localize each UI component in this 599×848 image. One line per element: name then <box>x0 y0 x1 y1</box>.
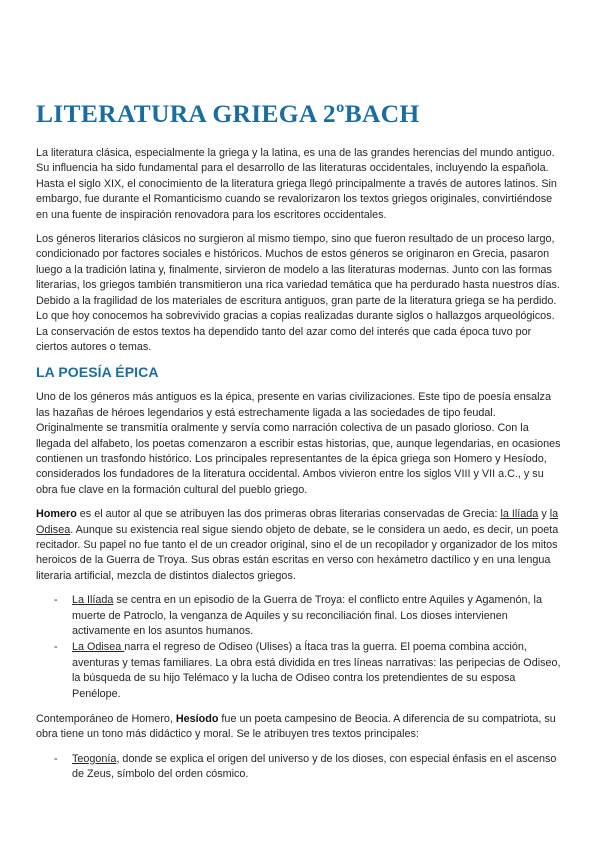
homer-text-c: . Aunque su existencia real sigue siendo objeto de debate, se le considera un aedo, es decir, un poeta recitador. Su papel no fue tanto el de un creador original, sino el de un recopilador y organizador de los mitos heroicos de la Guerra de Troya. Sus obras están escritas en verso con hexámetro dactílico y en una lengua literaria artificial, mezcla de distintos dialectos griegos. <box>36 523 559 582</box>
homer-text-b: y <box>538 508 550 521</box>
homer-paragraph <box>36 507 563 584</box>
work-odyssey-link: la Odisea <box>36 508 559 536</box>
list-item-work: La Odisea <box>72 641 125 654</box>
document-title: LITERATURA GRIEGA 2ºBACH <box>36 99 420 128</box>
list-item <box>72 640 563 702</box>
list-item <box>72 752 563 783</box>
list-item-work: Teogonía <box>72 752 117 765</box>
hesiod-text-b: fue un poeta campesino de Beocia. A diferencia de su compatriota, su obra tiene un tono más didáctico y moral. Se le atribuyen tres textos principales: <box>36 713 556 741</box>
hesiod-text-a: Contemporáneo de Homero, <box>36 713 176 726</box>
hesiod-name: Hesíodo <box>175 713 219 726</box>
homer-name: Homero <box>36 508 77 521</box>
list-item-text: , donde se explica el origen del universo y de los dioses, con especial énfasis en el ascenso de Zeus, símbolo del orden cósmico. <box>72 752 557 781</box>
hesiod-paragraph <box>36 712 563 743</box>
list-item <box>72 593 563 639</box>
intro-paragraph-1: La literatura clásica, especialmente la griega y la latina, es una de las grandes herencias del mundo antiguo. Su influencia ha sido fundamental para el desarrollo de las literaturas occidentales, incluyendo la española. Hasta el siglo XIX, el conocimiento de la literatura griega llegó principalmente a través de autores latinos. Sin embargo, fue durante el Romanticismo cuando se revalorizaron los textos griegos originales, convirtiéndose en una fuente de inspiración renovadora para los escritores occidentales. <box>36 147 557 221</box>
section-heading-epic: LA POESÍA ÉPICA <box>36 364 159 381</box>
homer-text-a: es el autor al que se atribuyen las dos primeras obras literarias conservadas de Grecia: <box>76 508 501 521</box>
list-item-text: se centra en un episodio de la Guerra de Troya: el conflicto entre Aquiles y Agamenón, la muerte de Patroclo, la venganza de Aquiles y su reconciliación final. Los dioses intervienen activamente en los asuntos humanos. <box>72 594 542 638</box>
list-item-work: La Ilíada <box>72 594 114 607</box>
intro-paragraph-2: Los géneros literarios clásicos no surgieron al mismo tiempo, sino que fueron resultado de un proceso largo, condicionado por factores sociales e históricos. Muchos de estos géneros se originaron en Grecia, pasaron luego a la tradición latina y, finalmente, sirvieron de modelo a las literaturas modernas. Junto con las formas literarias, los griegos también transmitieron una rica variedad temática que ha perdurado hasta nuestros días. Debido a la fragilidad de los materiales de escritura antiguos, gran parte de la literatura griega se ha perdido. Lo que hoy conocemos ha sobrevivido gracias a copias realizadas durante siglos o hallazgos arqueológicos. La conservación de estos textos ha dependido tanto del azar como del interés que cada época tuvo por ciertos autores o temas. <box>36 233 560 353</box>
work-iliad-link: la Ilíada <box>500 508 539 521</box>
hesiod-works-list <box>36 752 563 783</box>
homer-works-list <box>36 593 563 702</box>
epic-paragraph-1: Uno de los géneros más antiguos es la épica, presente en varias civilizaciones. Este tipo de poesía ensalza las hazañas de héroes legendarios y está estrechamente ligada a las sociedades de tipo feudal. Originalmente se transmitía oralmente y servía como narración colectiva de un pasado glorioso. Con la llegada del alfabeto, los poetas comenzaron a escribir estas historias, que, aunque legendarias, en ocasiones contienen un trasfondo histórico. Los principales representantes de la épica griega son Homero y Hesíodo, considerados los fundadores de la literatura occidental. Ambos vivieron entre los siglos VIII y VII a.C., y su obra fue clave en la formación cultural del pueblo griego. <box>36 391 561 496</box>
list-item-text: narra el regreso de Odiseo (Ulises) a Ítaca tras la guerra. El poema combina acción, aventuras y temas familiares. La obra está dividida en tres líneas narrativas: las peripecias de Odiseo, la búsqueda de su hijo Telémaco y la lucha de Odiseo contra los pretendientes de su esposa Penélope. <box>72 641 561 700</box>
